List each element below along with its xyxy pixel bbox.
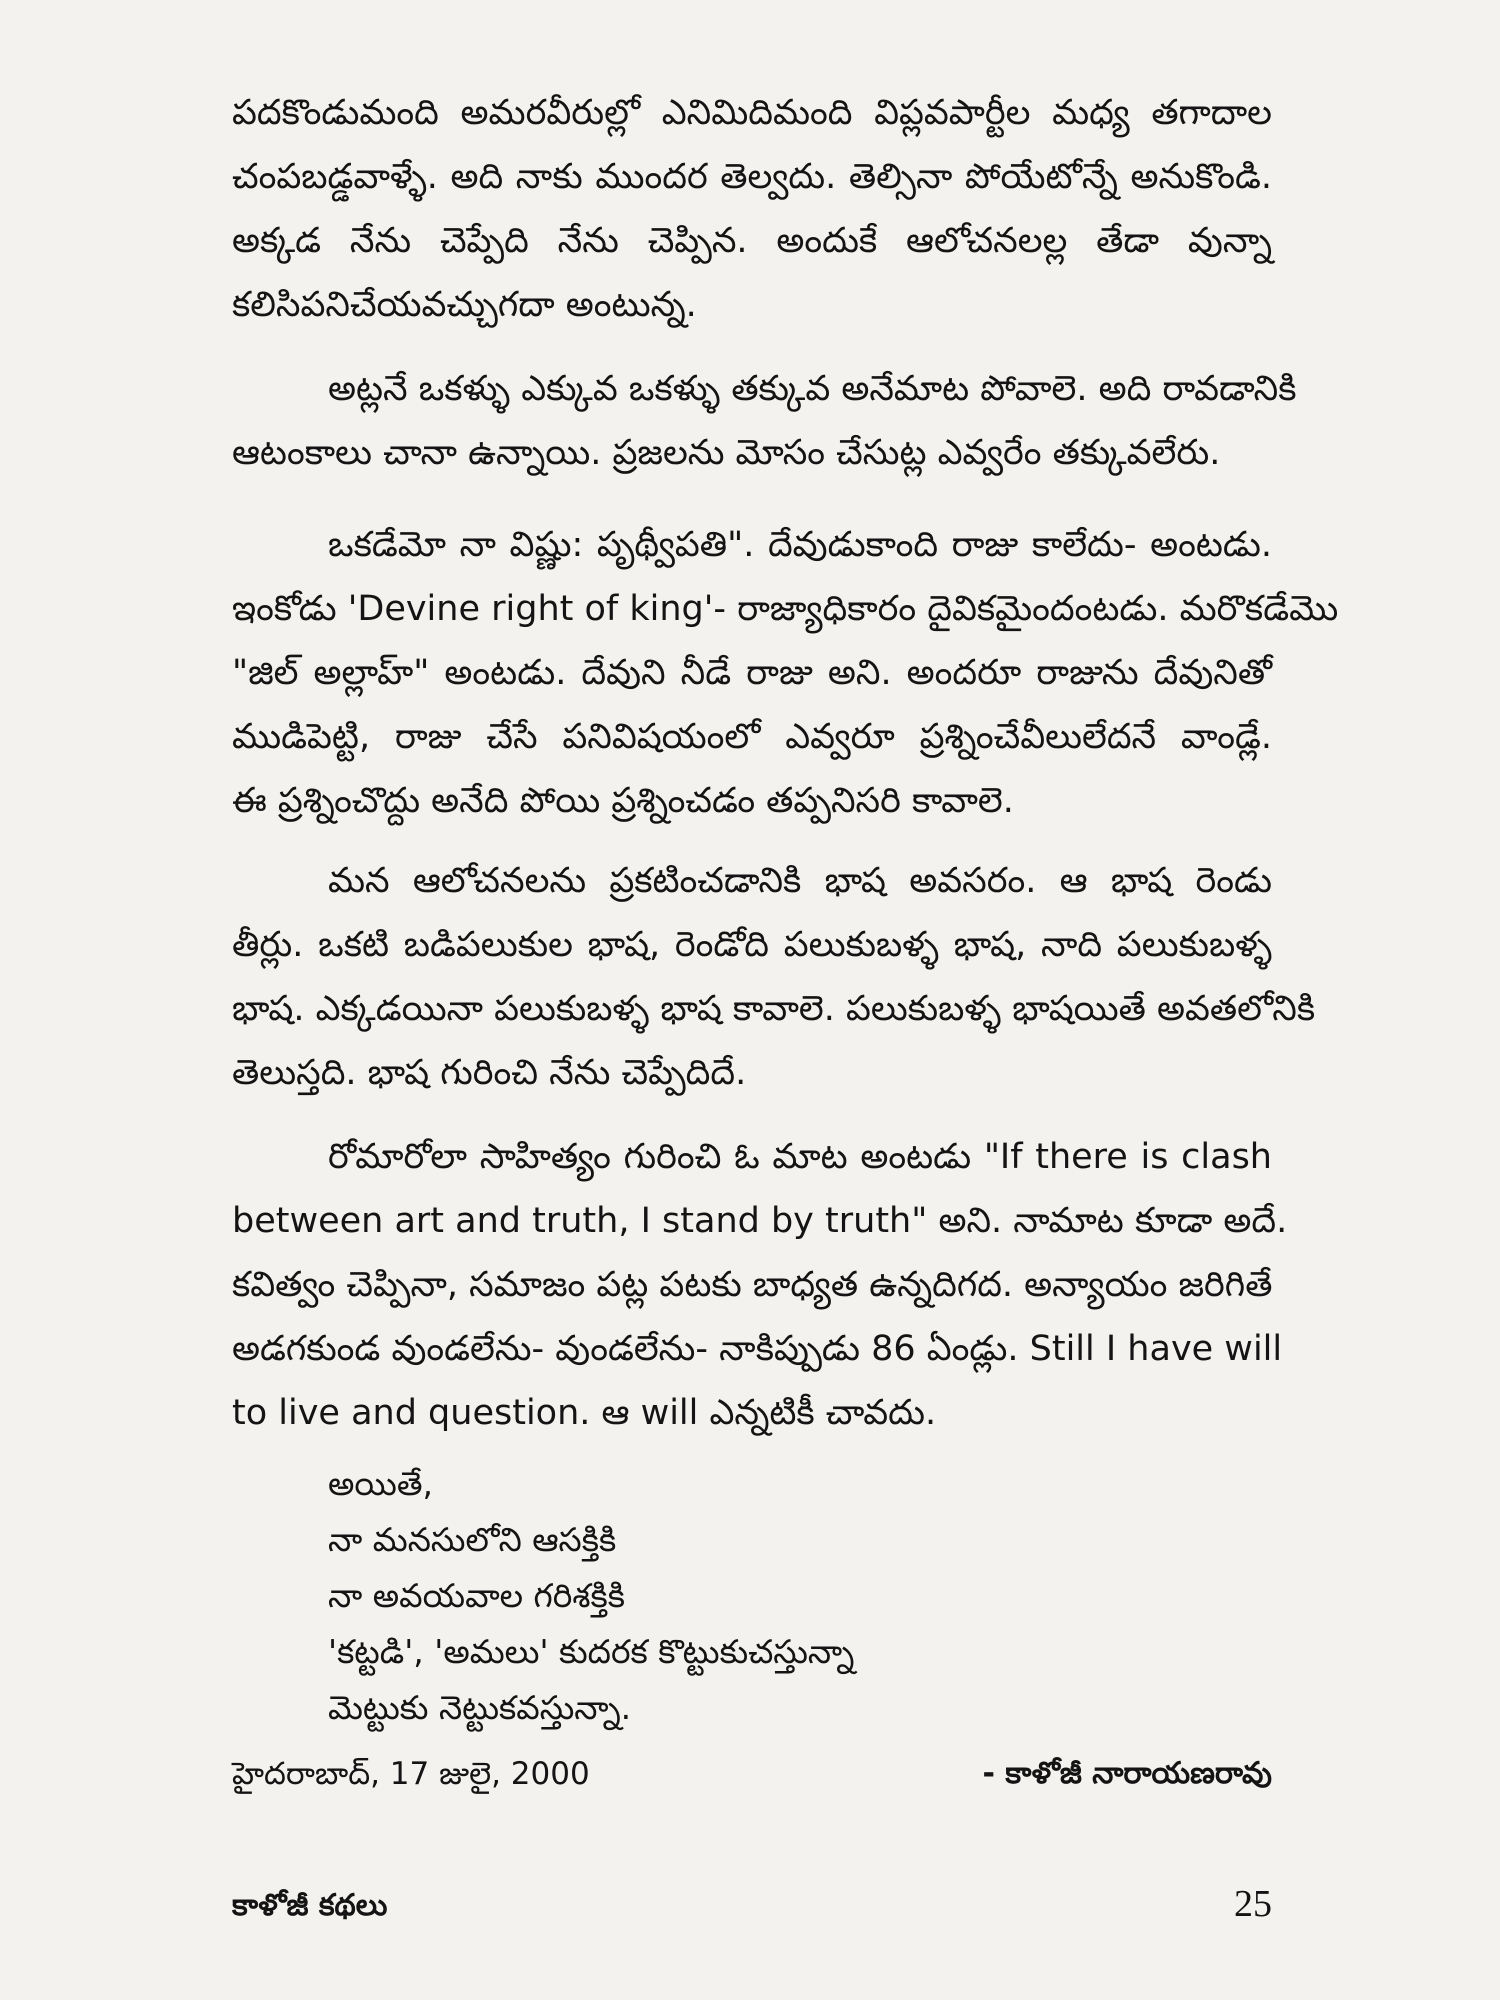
poem-line-2: నా మనసులోని ఆసక్తికి	[328, 1520, 617, 1559]
page-number: 25	[1234, 1883, 1272, 1925]
paragraph-5-line-4: అడగకుండ వుండలేను- వుండలేను- నాకిప్పుడు 86 ఏండ్లు. Still I have will	[232, 1329, 1283, 1369]
paragraph-3-line-1: ఒకడేమో నా విష్ణు: పృథ్వీపతి". దేవుడుకాంది రాజు కాలేదు- అంటడు.	[328, 525, 1272, 565]
paragraph-3-line-2: ఇంకోడు 'Devine right of king'- రాజ్యాధికారం దైవికమైందంటడు. మరొకడేమొ	[232, 589, 1339, 629]
paragraph-4-line-4: తెలుస్తది. భాష గురించి నేను చెప్పేదిదే.	[232, 1053, 747, 1093]
place-date: హైదరాబాద్, 17 జులై, 2000	[232, 1756, 590, 1792]
poem-line-3: నా అవయవాల గరిశక్తికి	[328, 1576, 625, 1615]
poem-line-4: 'కట్టడి', 'అమలు' కుదరక కొట్టుకుచస్తున్నా	[328, 1632, 855, 1671]
paragraph-3-line-5: ఈ ప్రశ్నించొద్దు అనేది పోయి ప్రశ్నించడం తప్పనిసరి కావాలె.	[232, 781, 1014, 821]
paragraph-1-line-1: పదకొండుమంది అమరవీరుల్లో ఎనిమిదిమంది విప్లవపార్టీల మధ్య తగాదాల	[232, 93, 1272, 133]
paragraph-4-line-2: తీర్లు. ఒకటి బడిపలుకుల భాష, రెండోది పలుకుబళ్ళ భాష, నాది పలుకుబళ్ళ	[232, 925, 1272, 965]
paragraph-4-line-1: మన ఆలోచనలను ప్రకటించడానికి భాష అవసరం. ఆ భాష రెండు	[328, 861, 1272, 901]
poem-line-1: అయితే,	[328, 1464, 434, 1503]
paragraph-5-line-5: to live and question. ఆ will ఎన్నటికీ చావదు.	[232, 1393, 937, 1433]
paragraph-2-line-1: అట్లనే ఒకళ్ళు ఎక్కువ ఒకళ్ళు తక్కువ అనేమాట పోవాలె. అది రావడానికి	[328, 369, 1297, 409]
author-signature: - కాళోజీ నారాయణరావు	[982, 1756, 1272, 1791]
paragraph-3-line-4: ముడిపెట్టి, రాజు చేసే పనివిషయంలో ఎవ్వరూ ప్రశ్నించేవీలులేదనే వాండ్లే.	[232, 717, 1272, 757]
paragraph-1-line-2: చంపబడ్డవాళ్ళే. అది నాకు ముందర తెల్వదు. తెల్సినా పోయేటోన్నే అనుకొండి.	[232, 157, 1272, 197]
poem-line-5: మెట్టుకు నెట్టుకవస్తున్నా.	[328, 1688, 632, 1727]
paragraph-4-line-3: భాష. ఎక్కడయినా పలుకుబళ్ళ భాష కావాలె. పలుకుబళ్ళ భాషయితే అవతలోనికి	[232, 989, 1316, 1029]
paragraph-5-line-3: కవిత్వం చెప్పినా, సమాజం పట్ల పటకు బాధ్యత ఉన్నదిగద. అన్యాయం జరిగితే	[232, 1265, 1273, 1305]
paragraph-2-line-2: ఆటంకాలు చానా ఉన్నాయి. ప్రజలను మోసం చేసుట్ల ఎవ్వరేం తక్కువలేరు.	[232, 433, 1221, 473]
paragraph-5-line-2: between art and truth, I stand by truth" అని. నామాట కూడా అదే.	[232, 1201, 1288, 1241]
book-title: కాళోజీ కథలు	[232, 1888, 388, 1923]
paragraph-5-line-1: రోమారోలా సాహిత్యం గురించి ఓ మాట అంటడు "If there is clash	[328, 1137, 1272, 1177]
paragraph-1-line-3: అక్కడ నేను చెప్పేది నేను చెప్పిన. అందుకే ఆలోచనలల్ల తేడా వున్నా	[232, 221, 1272, 261]
paragraph-3-line-3: "జిల్ అల్లాహ్" అంటడు. దేవుని నీడే రాజు అని. అందరూ రాజును దేవునితో	[232, 653, 1272, 693]
paragraph-1-line-4: కలిసిపనిచేయవచ్చుగదా అంటున్న.	[232, 285, 697, 325]
